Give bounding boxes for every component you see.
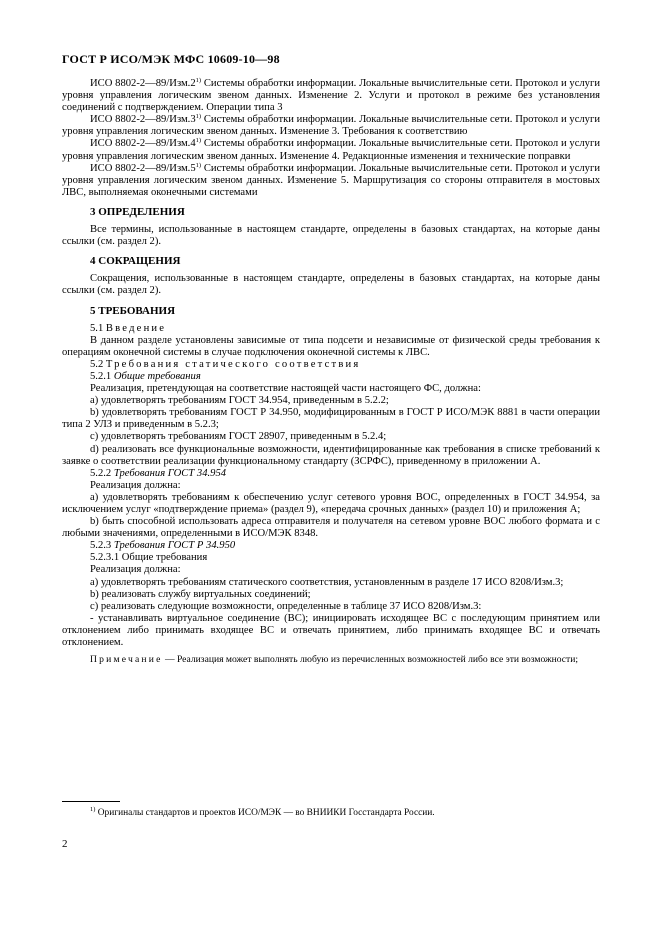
paragraph: Реализация должна: [90, 564, 181, 576]
section-heading-requirements: 5 ТРЕБОВАНИЯ [90, 304, 176, 317]
document-header: ГОСТ Р ИСО/МЭК МФС 10609-10—98 [62, 52, 280, 66]
list-item: a) удовлетворять требованиям ГОСТ 34.954, приведенным в 5.2.2; [90, 395, 389, 407]
paragraph: В данном разделе установлены зависимые от типа подсети и независимые от физической среды требования к операциям оконечной системы в случае подключения оконечной системы к ЛВС. [62, 334, 600, 358]
page-number: 2 [62, 838, 68, 850]
list-item: - устанавливать виртуальное соединение (ВС); инициировать исходящее ВС с последующим принятием или отклонением либо принимать входящее ВС и отвечать принятием, либо принимать входящее ВС и отвечать отклонением. [62, 612, 600, 649]
section-heading-definitions: 3 ОПРЕДЕЛЕНИЯ [90, 205, 185, 218]
section-heading-abbreviations: 4 СОКРАЩЕНИЯ [90, 255, 181, 268]
footnote-divider [62, 801, 120, 802]
reference-item: ИСО 8802-2—89/Изм.3$^{1)}$ Системы обработки информации. Локальные вычислительные сети. Протокол и услуги уровня управления логическим звеном данных. Изменение 3. Требования к соответствию [62, 113, 600, 138]
reference-item: ИСО 8802-2—89/Изм.2$^{1)}$ Системы обработки информации. Локальные вычислительные сети. Протокол и услуги уровня управления логическим звеном данных. Изменение 2. Услуги и протокол в режиме без установления соединений с подтверждением. Операции типа 3 [62, 77, 600, 114]
reference-item: ИСО 8802-2—89/Изм.4$^{1)}$ Системы обработки информации. Локальные вычислительные сети. Протокол и услуги уровня управления логическим звеном данных. Изменение 4. Редакционные изменения и технические поправки [62, 137, 600, 162]
list-item: b) удовлетворять требованиям ГОСТ Р 34.950, модифицированным в ГОСТ Р ИСО/МЭК 8881 в части операции типа 2 УЛЗ и приведенным в 5.2.3; [62, 407, 600, 431]
footnote: $^{1)}$ Оригиналы стандартов и проектов ИСО/МЭК — во ВНИИКИ Госстандарта России. [90, 806, 435, 818]
paragraph: Реализация должна: [90, 479, 181, 491]
note: Примечание — Реализация может выполнять любую из перечисленных возможностей либо все эти возможности; [90, 654, 579, 666]
section-text-abbreviations: Сокращения, использованные в настоящем стандарте, определены в базовых стандартах, на которые даны ссылки (см. раздел 2). [62, 273, 600, 297]
list-item: d) реализовать все функциональные возможности, идентифицированные как требования в списке требований к заявке о соответствии реализации функциональному стандарту (ЗСРФС), приведенному в приложении А. [62, 443, 600, 467]
subsection-heading-5-1: 5.1 Введение [90, 322, 167, 334]
paragraph: Реализация, претендующая на соответствие настоящей части настоящего ФС, должна: [90, 383, 481, 395]
list-item: a) удовлетворять требованиям к обеспечению услуг сетевого уровня ВОС, определенных в ГОСТ 34.954, за исключением услуг «подтверждение приема» (раздел 9), «передача срочных данных» (раздел 10) и приложения А; [62, 491, 600, 515]
list-item: c) реализовать следующие возможности, определенные в таблице 37 ИСО 8208/Изм.3: [90, 600, 482, 612]
section-text-definitions: Все термины, использованные в настоящем стандарте, определены в базовых стандартах, на которые даны ссылки (см. раздел 2). [62, 224, 600, 248]
list-item: b) быть способной использовать адреса отправителя и получателя на сетевом уровне ВОС любого формата и с любыми значениями, определенными в ИСО/МЭК 8348. [62, 516, 600, 540]
list-item: c) удовлетворять требованиям ГОСТ 28907, приведенным в 5.2.4; [90, 431, 387, 443]
subsection-heading-5-2-2: 5.2.2 Требования ГОСТ 34.954 [90, 467, 227, 479]
document-body [62, 78, 600, 666]
subsection-heading-5-2-3-1: 5.2.3.1 Общие требования [90, 552, 208, 564]
reference-item: ИСО 8802-2—89/Изм.5$^{1)}$ Системы обработки информации. Локальные вычислительные сети. Протокол и услуги уровня управления логическим звеном данных. Изменение 5. Маршрутизация со стороны отправителя в мостовых ЛВС, выполняемая оконечными системами [62, 161, 600, 198]
list-item: b) реализовать службу виртуальных соединений; [90, 588, 311, 600]
subsection-heading-5-2-1: 5.2.1 Общие требования [90, 370, 201, 382]
subsection-heading-5-2-3: 5.2.3 Требования ГОСТ Р 34.950 [90, 540, 236, 552]
list-item: a) удовлетворять требованиям статического соответствия, установленным в разделе 17 ИСО 8208/Изм.3; [90, 576, 564, 588]
subsection-heading-5-2: 5.2 Требования статического соответствия [90, 358, 361, 370]
